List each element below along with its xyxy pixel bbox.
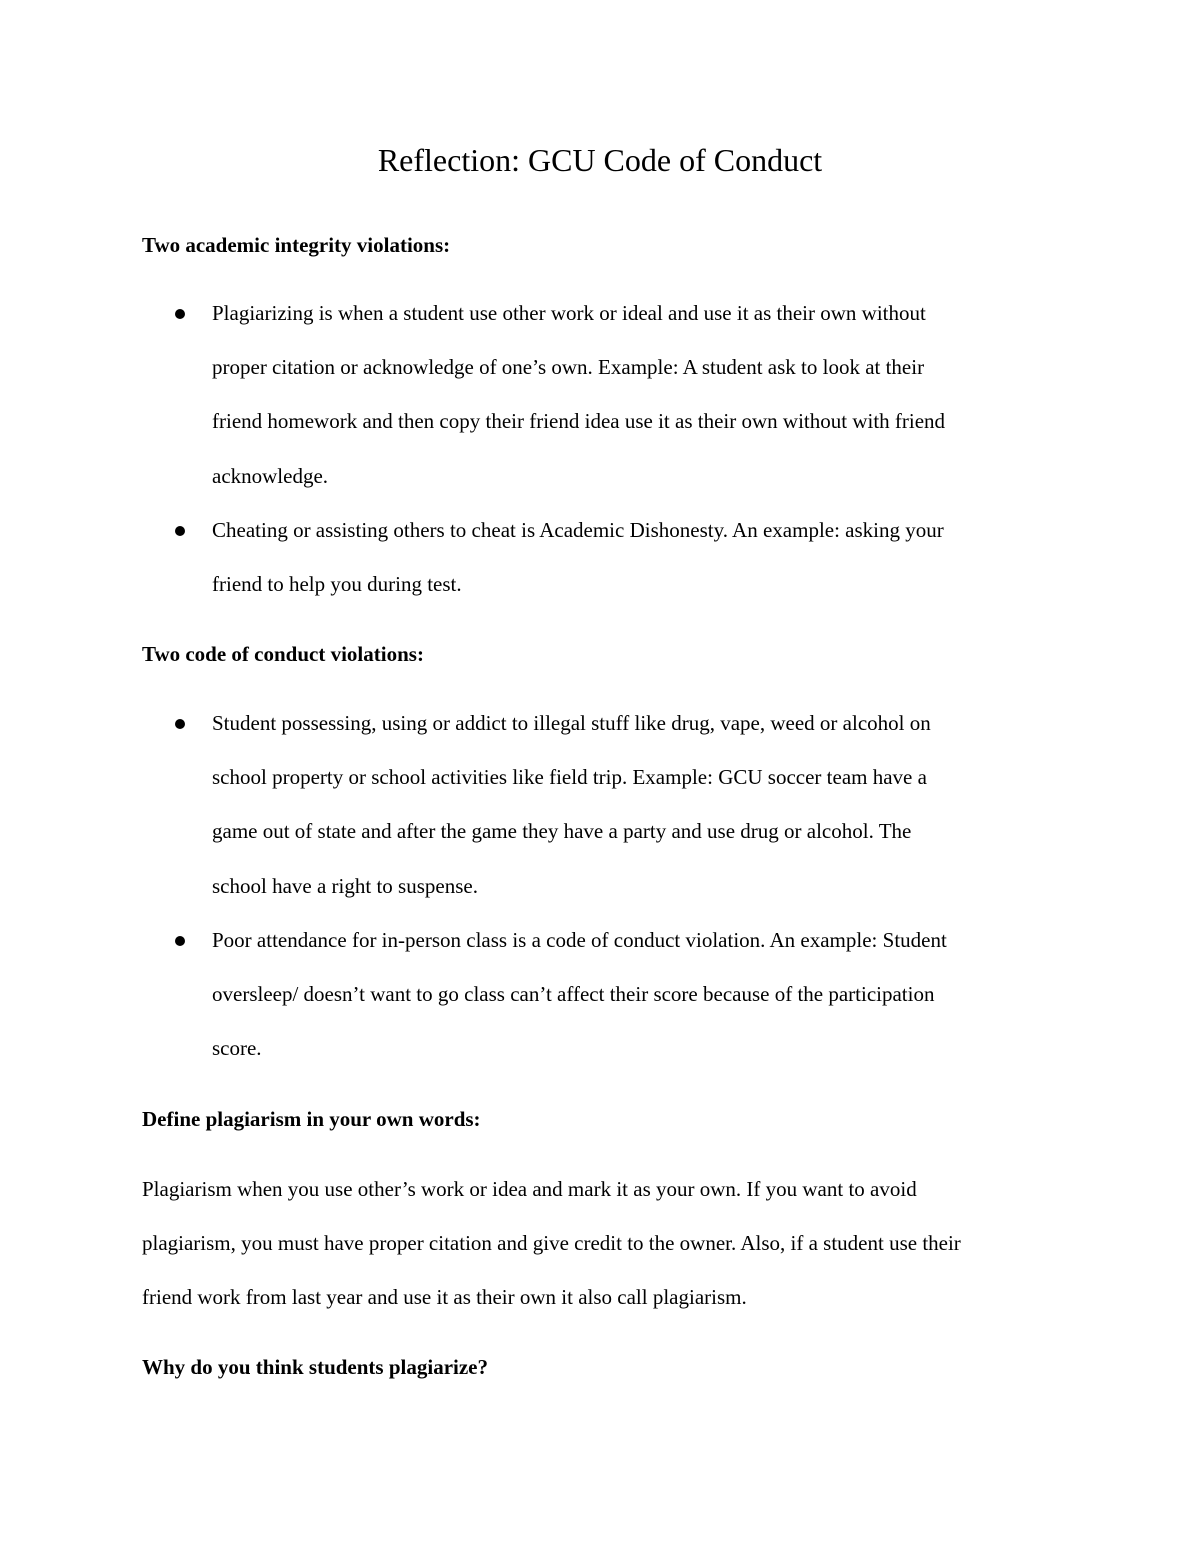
- section-heading-code-of-conduct: Two code of conduct violations:: [142, 642, 424, 666]
- text-line: school property or school activities like field trip. Example: GCU soccer team have a: [212, 765, 927, 790]
- text-line: proper citation or acknowledge of one’s own. Example: A student ask to look at their: [212, 355, 925, 380]
- text-line: friend work from last year and use it as their own it also call plagiarism.: [142, 1285, 747, 1309]
- text-line: friend to help you during test.: [212, 572, 462, 597]
- text-line: Poor attendance for in-person class is a code of conduct violation. An example: Student: [212, 927, 947, 952]
- text-line: Plagiarizing is when a student use other work or ideal and use it as their own without: [212, 301, 926, 325]
- bullet-icon: [175, 719, 185, 729]
- section-heading-academic-integrity: Two academic integrity violations:: [142, 233, 451, 257]
- text-line: school have a right to suspense.: [212, 873, 478, 898]
- text-line: Student possessing, using or addict to illegal stuff like drug, vape, weed or alcohol on: [212, 711, 931, 735]
- plagiarism-definition-paragraph: [142, 1162, 1072, 1324]
- text-line: friend homework and then copy their friend idea use it as their own without with friend: [212, 409, 946, 434]
- text-line: oversleep/ doesn’t want to go class can’t affect their score because of the participation: [212, 982, 935, 1007]
- text-line: acknowledge.: [212, 463, 329, 488]
- section-heading-define-plagiarism: Define plagiarism in your own words:: [142, 1107, 481, 1131]
- academic-integrity-list: [142, 286, 1072, 611]
- list-item: [142, 286, 1072, 503]
- section-heading-why-plagiarize: Why do you think students plagiarize?: [142, 1355, 488, 1379]
- list-item: [142, 913, 1072, 1076]
- text-line: Cheating or assisting others to cheat is Academic Dishonesty. An example: asking your: [212, 517, 944, 542]
- text-line: score.: [212, 1036, 262, 1061]
- bullet-icon: [175, 526, 185, 536]
- text-line: game out of state and after the game they have a party and use drug or alcohol. The: [212, 819, 912, 844]
- list-item: [142, 696, 1072, 913]
- text-line: Plagiarism when you use other’s work or idea and mark it as your own. If you want to avoid: [142, 1177, 917, 1201]
- bullet-icon: [175, 309, 185, 319]
- document-title: Reflection: GCU Code of Conduct: [377, 142, 823, 178]
- list-item: [142, 503, 1072, 611]
- code-of-conduct-list: [142, 696, 1072, 1075]
- bullet-icon: [175, 936, 185, 946]
- text-line: plagiarism, you must have proper citation and give credit to the owner. Also, if a student use their: [142, 1231, 961, 1255]
